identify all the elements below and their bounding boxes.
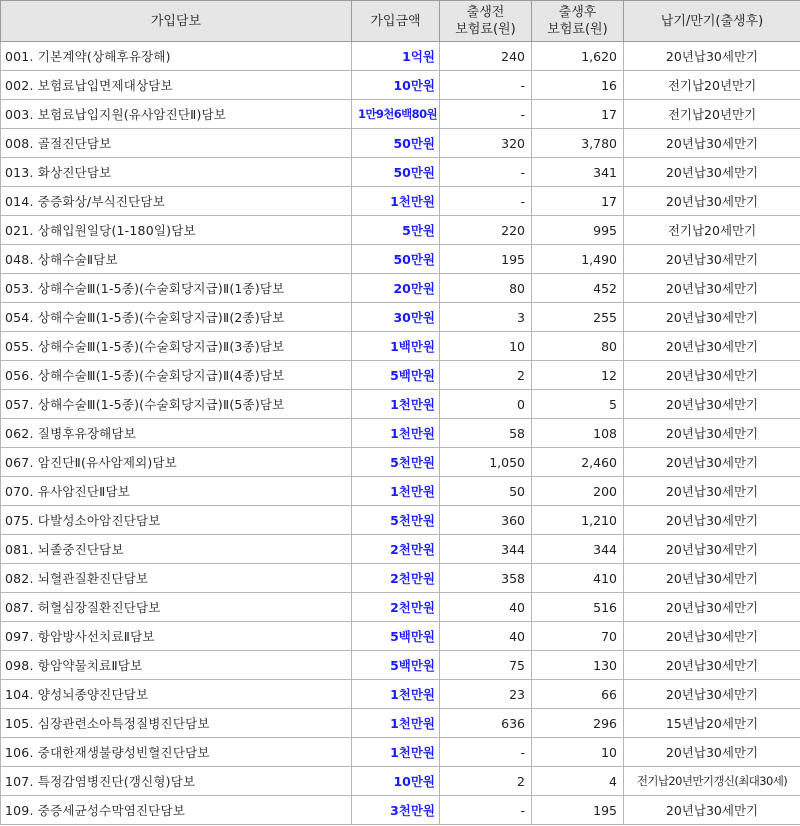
amount-cell: 5백만원 xyxy=(352,361,440,390)
amount-cell: 5천만원 xyxy=(352,506,440,535)
before-birth-premium-cell: 240 xyxy=(440,42,532,71)
term-cell: 20년납30세만기 xyxy=(624,129,800,158)
term-cell: 20년납30세만기 xyxy=(624,245,800,274)
amount-cell: 5백만원 xyxy=(352,622,440,651)
before-birth-premium-cell: - xyxy=(440,158,532,187)
after-birth-premium-cell: 108 xyxy=(532,419,624,448)
before-birth-premium-cell: - xyxy=(440,796,532,825)
table-row xyxy=(1,738,800,767)
term-cell: 20년납30세만기 xyxy=(624,303,800,332)
header-after-birth xyxy=(532,1,624,42)
before-birth-premium-cell: 50 xyxy=(440,477,532,506)
after-birth-premium-cell: 195 xyxy=(532,796,624,825)
amount-cell: 10만원 xyxy=(352,71,440,100)
term-cell: 20년납30세만기 xyxy=(624,332,800,361)
before-birth-premium-cell: 220 xyxy=(440,216,532,245)
after-birth-premium-cell: 12 xyxy=(532,361,624,390)
before-birth-premium-cell: 80 xyxy=(440,274,532,303)
amount-cell: 1천만원 xyxy=(352,680,440,709)
before-birth-premium-cell: 40 xyxy=(440,593,532,622)
term-cell: 20년납30세만기 xyxy=(624,477,800,506)
amount-cell: 1천만원 xyxy=(352,187,440,216)
header-coverage: 가입담보 xyxy=(1,1,352,42)
before-birth-premium-cell: 1,050 xyxy=(440,448,532,477)
amount-cell: 5천만원 xyxy=(352,448,440,477)
amount-cell: 1만9천6백80원 xyxy=(352,100,440,129)
table-header-row xyxy=(1,1,800,42)
table-row xyxy=(1,506,800,535)
term-cell: 전기납20년만기 xyxy=(624,100,800,129)
table-row xyxy=(1,274,800,303)
table-row xyxy=(1,448,800,477)
coverage-name-cell: 053. 상해수술Ⅲ(1-5종)(수술회당지급)Ⅱ(1종)담보 xyxy=(1,274,352,303)
before-birth-premium-cell: 10 xyxy=(440,332,532,361)
header-before-birth xyxy=(440,1,532,42)
table-row xyxy=(1,622,800,651)
table-body xyxy=(1,42,800,825)
table-row xyxy=(1,42,800,71)
table-row xyxy=(1,390,800,419)
table-row xyxy=(1,477,800,506)
header-after-birth-line2: 보험료(원) xyxy=(547,22,608,37)
term-cell: 20년납30세만기 xyxy=(624,361,800,390)
table-row xyxy=(1,303,800,332)
coverage-name-cell: 056. 상해수술Ⅲ(1-5종)(수술회당지급)Ⅱ(4종)담보 xyxy=(1,361,352,390)
coverage-name-cell: 002. 보험료납입면제대상담보 xyxy=(1,71,352,100)
term-cell: 20년납30세만기 xyxy=(624,738,800,767)
term-cell: 20년납30세만기 xyxy=(624,535,800,564)
amount-cell: 1천만원 xyxy=(352,477,440,506)
term-cell: 전기납20년만기 xyxy=(624,71,800,100)
before-birth-premium-cell: 636 xyxy=(440,709,532,738)
coverage-name-cell: 062. 질병후유장해담보 xyxy=(1,419,352,448)
table-row xyxy=(1,680,800,709)
term-cell: 20년납30세만기 xyxy=(624,796,800,825)
coverage-name-cell: 014. 중증화상/부식진단담보 xyxy=(1,187,352,216)
table-row xyxy=(1,535,800,564)
after-birth-premium-cell: 4 xyxy=(532,767,624,796)
coverage-name-cell: 075. 다발성소아암진단담보 xyxy=(1,506,352,535)
after-birth-premium-cell: 16 xyxy=(532,71,624,100)
before-birth-premium-cell: 23 xyxy=(440,680,532,709)
after-birth-premium-cell: 1,210 xyxy=(532,506,624,535)
coverage-name-cell: 109. 중증세균성수막염진단담보 xyxy=(1,796,352,825)
table-row xyxy=(1,71,800,100)
after-birth-premium-cell: 255 xyxy=(532,303,624,332)
header-before-birth-line2: 보험료(원) xyxy=(455,22,516,37)
coverage-name-cell: 097. 항암방사선치료Ⅱ담보 xyxy=(1,622,352,651)
after-birth-premium-cell: 1,620 xyxy=(532,42,624,71)
coverage-name-cell: 107. 특정감염병진단(갱신형)담보 xyxy=(1,767,352,796)
coverage-name-cell: 055. 상해수술Ⅲ(1-5종)(수술회당지급)Ⅱ(3종)담보 xyxy=(1,332,352,361)
before-birth-premium-cell: - xyxy=(440,187,532,216)
after-birth-premium-cell: 70 xyxy=(532,622,624,651)
amount-cell: 1천만원 xyxy=(352,738,440,767)
after-birth-premium-cell: 80 xyxy=(532,332,624,361)
table-row xyxy=(1,187,800,216)
coverage-name-cell: 070. 유사암진단Ⅱ담보 xyxy=(1,477,352,506)
term-cell: 20년납30세만기 xyxy=(624,680,800,709)
before-birth-premium-cell: 2 xyxy=(440,361,532,390)
coverage-name-cell: 067. 암진단Ⅱ(유사암제외)담보 xyxy=(1,448,352,477)
term-cell: 전기납20세만기 xyxy=(624,216,800,245)
amount-cell: 1천만원 xyxy=(352,419,440,448)
after-birth-premium-cell: 344 xyxy=(532,535,624,564)
term-cell: 20년납30세만기 xyxy=(624,593,800,622)
after-birth-premium-cell: 995 xyxy=(532,216,624,245)
after-birth-premium-cell: 3,780 xyxy=(532,129,624,158)
term-cell: 20년납30세만기 xyxy=(624,158,800,187)
before-birth-premium-cell: 358 xyxy=(440,564,532,593)
coverage-name-cell: 057. 상해수술Ⅲ(1-5종)(수술회당지급)Ⅱ(5종)담보 xyxy=(1,390,352,419)
term-cell: 15년납20세만기 xyxy=(624,709,800,738)
table-row xyxy=(1,361,800,390)
header-after-birth-line1: 출생후 xyxy=(558,5,597,20)
coverage-name-cell: 048. 상해수술Ⅱ담보 xyxy=(1,245,352,274)
coverage-name-cell: 054. 상해수술Ⅲ(1-5종)(수술회당지급)Ⅱ(2종)담보 xyxy=(1,303,352,332)
coverage-name-cell: 104. 양성뇌종양진단담보 xyxy=(1,680,352,709)
after-birth-premium-cell: 200 xyxy=(532,477,624,506)
table-row xyxy=(1,332,800,361)
coverage-name-cell: 013. 화상진단담보 xyxy=(1,158,352,187)
before-birth-premium-cell: 360 xyxy=(440,506,532,535)
term-cell: 20년납30세만기 xyxy=(624,564,800,593)
header-before-birth-line1: 출생전 xyxy=(466,5,505,20)
after-birth-premium-cell: 5 xyxy=(532,390,624,419)
amount-cell: 3천만원 xyxy=(352,796,440,825)
after-birth-premium-cell: 516 xyxy=(532,593,624,622)
header-amount: 가입금액 xyxy=(352,1,440,42)
table-row xyxy=(1,564,800,593)
after-birth-premium-cell: 452 xyxy=(532,274,624,303)
table-row xyxy=(1,709,800,738)
before-birth-premium-cell: 320 xyxy=(440,129,532,158)
after-birth-premium-cell: 130 xyxy=(532,651,624,680)
amount-cell: 50만원 xyxy=(352,245,440,274)
term-cell: 20년납30세만기 xyxy=(624,274,800,303)
table-row xyxy=(1,419,800,448)
after-birth-premium-cell: 10 xyxy=(532,738,624,767)
term-cell: 전기납20년만기갱신(최대30세) xyxy=(624,767,800,796)
amount-cell: 20만원 xyxy=(352,274,440,303)
table-row xyxy=(1,651,800,680)
amount-cell: 1억원 xyxy=(352,42,440,71)
table-row xyxy=(1,129,800,158)
after-birth-premium-cell: 66 xyxy=(532,680,624,709)
amount-cell: 2천만원 xyxy=(352,593,440,622)
after-birth-premium-cell: 2,460 xyxy=(532,448,624,477)
table-row xyxy=(1,767,800,796)
coverage-name-cell: 082. 뇌혈관질환진단담보 xyxy=(1,564,352,593)
table-row xyxy=(1,100,800,129)
term-cell: 20년납30세만기 xyxy=(624,506,800,535)
before-birth-premium-cell: - xyxy=(440,738,532,767)
before-birth-premium-cell: 40 xyxy=(440,622,532,651)
header-term: 납기/만기(출생후) xyxy=(624,1,800,42)
amount-cell: 1천만원 xyxy=(352,390,440,419)
coverage-name-cell: 087. 허혈심장질환진단담보 xyxy=(1,593,352,622)
table-row xyxy=(1,158,800,187)
term-cell: 20년납30세만기 xyxy=(624,187,800,216)
coverage-name-cell: 081. 뇌졸중진단담보 xyxy=(1,535,352,564)
term-cell: 20년납30세만기 xyxy=(624,42,800,71)
coverage-name-cell: 003. 보험료납입지원(유사암진단Ⅱ)담보 xyxy=(1,100,352,129)
amount-cell: 50만원 xyxy=(352,158,440,187)
term-cell: 20년납30세만기 xyxy=(624,651,800,680)
before-birth-premium-cell: 2 xyxy=(440,767,532,796)
coverage-name-cell: 008. 골절진단담보 xyxy=(1,129,352,158)
before-birth-premium-cell: - xyxy=(440,100,532,129)
table-row xyxy=(1,593,800,622)
before-birth-premium-cell: - xyxy=(440,71,532,100)
amount-cell: 30만원 xyxy=(352,303,440,332)
after-birth-premium-cell: 1,490 xyxy=(532,245,624,274)
coverage-name-cell: 001. 기본계약(상해후유장해) xyxy=(1,42,352,71)
after-birth-premium-cell: 341 xyxy=(532,158,624,187)
amount-cell: 2천만원 xyxy=(352,564,440,593)
amount-cell: 1백만원 xyxy=(352,332,440,361)
before-birth-premium-cell: 75 xyxy=(440,651,532,680)
table-row xyxy=(1,796,800,825)
before-birth-premium-cell: 58 xyxy=(440,419,532,448)
amount-cell: 2천만원 xyxy=(352,535,440,564)
term-cell: 20년납30세만기 xyxy=(624,448,800,477)
coverage-name-cell: 021. 상해입원일당(1-180일)담보 xyxy=(1,216,352,245)
after-birth-premium-cell: 296 xyxy=(532,709,624,738)
coverage-name-cell: 105. 심장관련소아특정질병진단담보 xyxy=(1,709,352,738)
coverage-name-cell: 106. 중대한재생불량성빈혈진단담보 xyxy=(1,738,352,767)
before-birth-premium-cell: 195 xyxy=(440,245,532,274)
after-birth-premium-cell: 17 xyxy=(532,187,624,216)
amount-cell: 5만원 xyxy=(352,216,440,245)
term-cell: 20년납30세만기 xyxy=(624,419,800,448)
term-cell: 20년납30세만기 xyxy=(624,390,800,419)
coverage-name-cell: 098. 항암약물치료Ⅱ담보 xyxy=(1,651,352,680)
before-birth-premium-cell: 3 xyxy=(440,303,532,332)
after-birth-premium-cell: 17 xyxy=(532,100,624,129)
table-row xyxy=(1,245,800,274)
before-birth-premium-cell: 344 xyxy=(440,535,532,564)
table-row xyxy=(1,216,800,245)
amount-cell: 10만원 xyxy=(352,767,440,796)
amount-cell: 50만원 xyxy=(352,129,440,158)
term-cell: 20년납30세만기 xyxy=(624,622,800,651)
before-birth-premium-cell: 0 xyxy=(440,390,532,419)
amount-cell: 1천만원 xyxy=(352,709,440,738)
amount-cell: 5백만원 xyxy=(352,651,440,680)
after-birth-premium-cell: 410 xyxy=(532,564,624,593)
